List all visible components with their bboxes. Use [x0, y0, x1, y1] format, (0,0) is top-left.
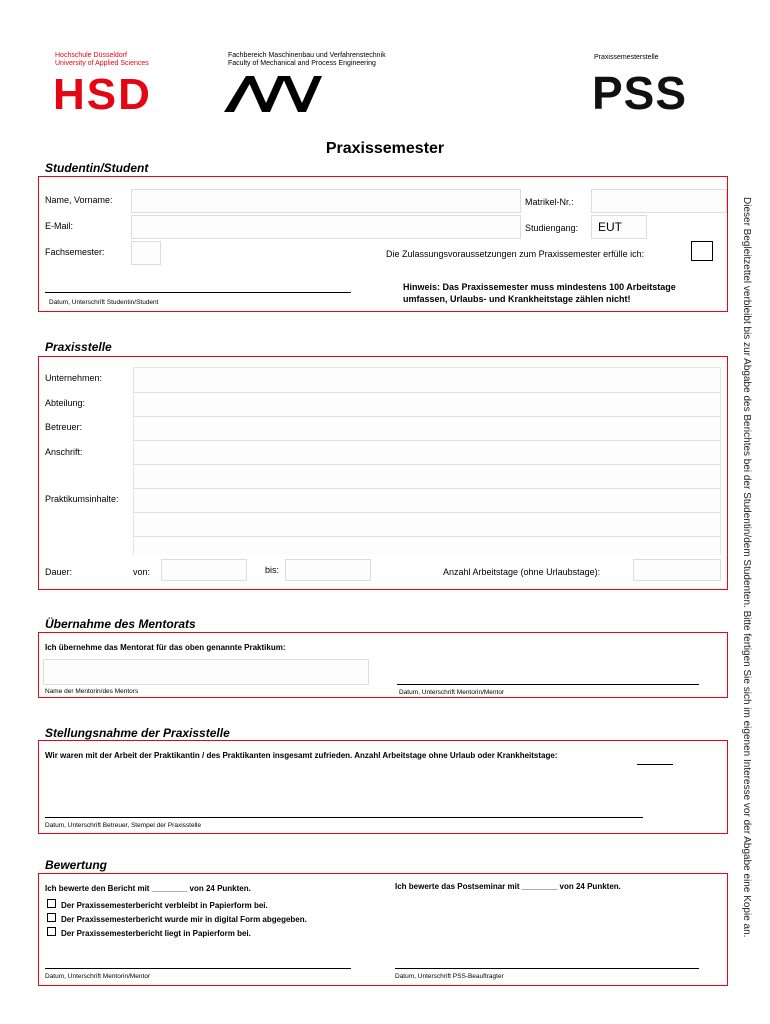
- hsd-name-en: University of Applied Sciences: [55, 60, 149, 67]
- abteilung-label: Abteilung:: [45, 398, 86, 408]
- bewertung-pss-line: [395, 968, 699, 969]
- fachsemester-field[interactable]: [131, 241, 161, 265]
- zulassung-label: Die Zulassungsvoraussetzungen zum Praxissemester erfülle ich:: [386, 249, 645, 259]
- bis-label: bis:: [265, 565, 280, 575]
- faculty-name-de: Fachbereich Maschinenbau und Verfahrenstechnik: [228, 52, 386, 59]
- option3-label: Der Praxissemesterbericht liegt in Papierform bei.: [61, 929, 251, 938]
- stellungnahme-section: [38, 740, 728, 834]
- seminar-bewertung-text: Ich bewerte das Postseminar mit ________ von 24 Punkten.: [395, 882, 621, 891]
- email-label: E-Mail:: [45, 221, 74, 231]
- section-heading-bewertung: Bewertung: [45, 858, 108, 872]
- bis-field[interactable]: [285, 559, 371, 581]
- arbeitstage-label: Anzahl Arbeitstage (ohne Urlaubstage):: [443, 567, 601, 577]
- mentor-signature-caption: Datum, Unterschrift Mentorin/Mentor: [399, 689, 505, 696]
- arbeitstage-field[interactable]: [633, 559, 721, 581]
- page-title: Praxissemester: [325, 140, 445, 157]
- side-note: Dieser Begleitzettel verbleibt bis zur Abgabe des Berichtes bei der Studentin/dem Studenten. Bitte fertigen Sie sich im eigenen Interesse vor der Abgabe eine Kopie an.: [741, 197, 752, 938]
- mv-logo-icon: [224, 70, 324, 114]
- option2-checkbox[interactable]: [47, 913, 56, 922]
- zulassung-checkbox[interactable]: [691, 241, 713, 261]
- student-section: [38, 176, 728, 312]
- option2-label: Der Praxissemesterbericht wurde mir in digital Form abgegeben.: [61, 915, 307, 924]
- section-heading-praxisstelle: Praxisstelle: [45, 340, 112, 354]
- studiengang-value: EUT: [598, 220, 622, 234]
- dauer-label: Dauer:: [45, 567, 73, 577]
- stellungnahme-text: Wir waren mit der Arbeit der Praktikantin / des Praktikanten insgesamt zufrieden. Anzahl Arbeitstage ohne Urlaub oder Krankheitstage:: [45, 751, 558, 760]
- name-field[interactable]: [131, 189, 521, 213]
- betreuer-signature-caption: Datum, Unterschrift Betreuer, Stempel der Praxisstelle: [45, 822, 202, 829]
- betreuer-signature-line: [45, 817, 643, 818]
- bewertung-section: [38, 873, 728, 986]
- option1-checkbox[interactable]: [47, 899, 56, 908]
- student-signature-line: [45, 292, 351, 293]
- anschrift-label: Anschrift:: [45, 447, 83, 457]
- hsd-logo: HSD: [53, 70, 152, 119]
- praxisstelle-section: [38, 356, 728, 590]
- mentor-name-caption: Name der Mentorin/des Mentors: [45, 688, 139, 695]
- hint-line-2: umfassen, Urlaubs- und Krankheitstage zählen nicht!: [403, 294, 631, 304]
- section-heading-student: Studentin/Student: [45, 161, 149, 175]
- dauer-row: [39, 555, 727, 581]
- email-field[interactable]: [131, 215, 521, 239]
- pss-caption: Praxissemesterstelle: [594, 54, 659, 61]
- pss-logo: PSS: [592, 67, 688, 119]
- faculty-name-en: Faculty of Mechanical and Process Engineering: [228, 60, 376, 67]
- section-heading-mentorat: Übernahme des Mentorats: [45, 617, 196, 631]
- betreuer-label: Betreuer:: [45, 422, 83, 432]
- mentor-name-field[interactable]: [43, 659, 369, 685]
- section-heading-stellungnahme: Stellungsnahme der Praxisstelle: [45, 726, 230, 740]
- mentorat-section: [38, 632, 728, 698]
- unternehmen-label: Unternehmen:: [45, 373, 103, 383]
- option1-label: Der Praxissemesterbericht verbleibt in Papierform bei.: [61, 901, 268, 910]
- bewertung-pss-caption: Datum, Unterschrift PSS-Beauftragter: [395, 973, 504, 980]
- student-signature-caption: Datum, Unterschrift Studentin/Student: [49, 299, 159, 306]
- matrikel-label: Matrikel-Nr.:: [525, 197, 574, 207]
- fachsemester-label: Fachsemester:: [45, 247, 105, 257]
- mentor-signature-line: [397, 684, 699, 685]
- studiengang-field[interactable]: [591, 215, 647, 239]
- von-field[interactable]: [161, 559, 247, 581]
- praxisstelle-fields[interactable]: [133, 367, 721, 577]
- praktikumsinhalte-label: Praktikumsinhalte:: [45, 494, 119, 504]
- mentorat-text: Ich übernehme das Mentorat für das oben genannte Praktikum:: [45, 643, 286, 652]
- hint-line-1: Hinweis: Das Praxissemester muss mindestens 100 Arbeitstage: [403, 282, 676, 292]
- bewertung-mentor-caption: Datum, Unterschrift Mentorin/Mentor: [45, 973, 151, 980]
- von-label: von:: [133, 567, 151, 577]
- option3-checkbox[interactable]: [47, 927, 56, 936]
- bericht-bewertung-text: Ich bewerte den Bericht mit ________ von 24 Punkten.: [45, 884, 251, 893]
- studiengang-label: Studiengang:: [525, 223, 579, 233]
- hsd-name-de: Hochschule Düsseldorf: [55, 52, 127, 59]
- name-label: Name, Vorname:: [45, 195, 113, 205]
- matrikel-field[interactable]: [591, 189, 727, 213]
- arbeitstage-line: [637, 764, 673, 765]
- bewertung-mentor-line: [45, 968, 351, 969]
